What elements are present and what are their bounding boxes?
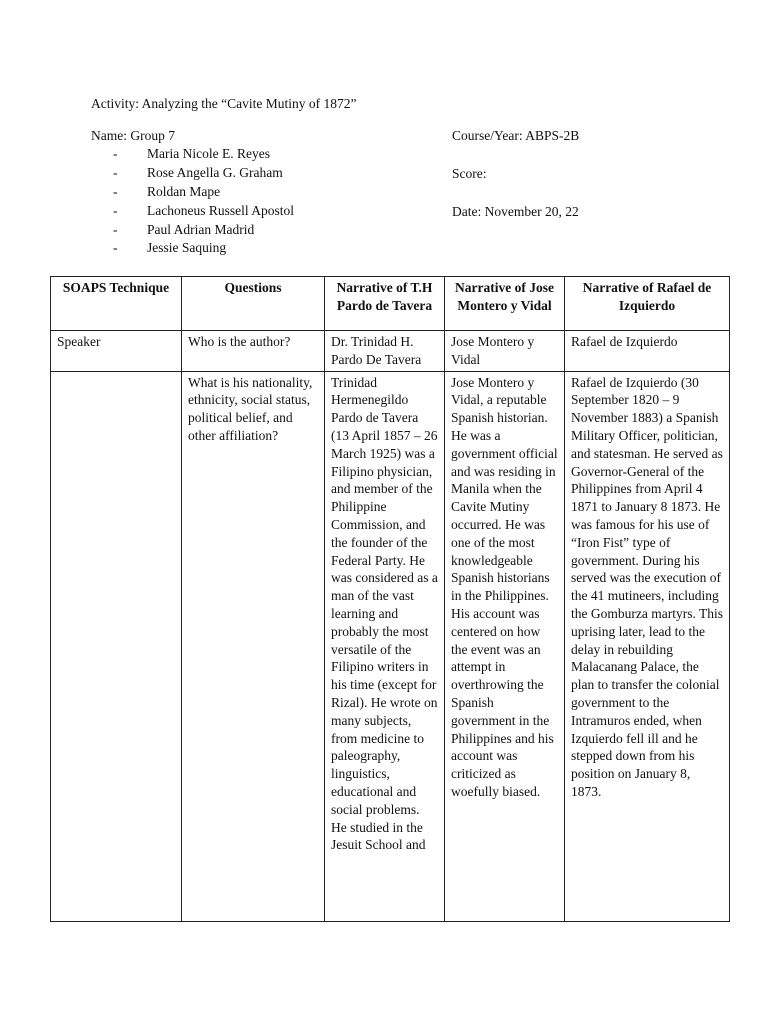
list-item	[113, 221, 294, 240]
list-dash: -	[113, 240, 118, 256]
column-header-questions: Questions	[182, 277, 325, 331]
tavera-text: Trinidad Hermenegildo Pardo de Tavera (13 April 1857 – 26 March 1925) was a Filipino physician, and member of the Philippine Commission, and the founder of the Federal Party. He was considered as a man of the vast learning and probably the most versatile of the Filipino writers in his time (except for Rizal). He wrote on many subjects, from medicine to paleography, linguistics, educational and social problems. He studied in the Jesuit School and	[331, 374, 438, 853]
list-dash: -	[113, 221, 118, 237]
question-cell	[182, 371, 325, 921]
member-name: Jessie Saquing	[147, 240, 227, 256]
list-item	[113, 202, 294, 221]
list-item	[113, 239, 294, 258]
member-name: Roldan Mape	[147, 183, 221, 199]
list-dash: -	[113, 164, 118, 180]
tavera-cell	[325, 371, 445, 921]
table-header-row	[51, 277, 730, 331]
montero-cell	[445, 371, 565, 921]
date-label: Date: November 20, 22	[452, 204, 579, 219]
member-list	[113, 145, 294, 258]
list-dash: -	[113, 202, 118, 218]
izquierdo-text: Rafael de Izquierdo (30 September 1820 – 9 November 1883) a Spanish Military Officer, politician, and statesman. He served as Governor-General of the Philippines from April 4 1871 to January 8 1873. He was famous for his use of “Iron Fist” type of government. During his served was the execution of the 41 mutineers, including the Gomburza martyrs. This uprising later, lead to the delay in rebuilding Malacanang Palace, the plan to transfer the colonial government to the Intramuros ended, when Izquierdo fell ill and he stepped down from his position on January 8, 1873.	[571, 374, 723, 799]
column-header-montero: Narrative of Jose Montero y Vidal	[445, 277, 565, 331]
list-dash: -	[113, 183, 118, 199]
activity-title: Activity: Analyzing the “Cavite Mutiny of 1872”	[91, 96, 357, 111]
list-dash: -	[113, 146, 118, 161]
group-name-label: Name: Group 7	[91, 128, 175, 143]
technique-cell	[51, 371, 182, 921]
list-item	[113, 145, 294, 164]
member-name: Lachoneus Russell Apostol	[147, 202, 294, 218]
montero-text: Jose Montero y Vidal, a reputable Spanish historian. He was a government official and was residing in Manila when the Cavite Mutiny occurred. He was one of the most knowledgeable Spanish historians in the Philippines. His account was centered on how the event was an attempt in overthrowing the Spanish government in the Philippines and his account was criticized as woefully biased.	[451, 374, 558, 799]
table-row	[51, 331, 730, 372]
list-item	[113, 183, 294, 202]
column-header-technique: SOAPS Technique	[51, 277, 182, 331]
question-text: What is his nationality, ethnicity, social status, political belief, and other affiliation?	[188, 374, 313, 443]
member-name: Maria Nicole E. Reyes	[147, 146, 270, 161]
list-item	[113, 164, 294, 183]
tavera-cell: Dr. Trinidad H. Pardo De Tavera	[325, 331, 445, 372]
izquierdo-cell: Rafael de Izquierdo	[565, 331, 730, 372]
course-year: Course/Year: ABPS-2B	[452, 128, 580, 143]
technique-cell: Speaker	[51, 331, 182, 372]
soaps-table	[50, 276, 730, 922]
question-cell: Who is the author?	[182, 331, 325, 372]
score-label: Score:	[452, 166, 487, 181]
column-header-tavera: Narrative of T.H Pardo de Tavera	[325, 277, 445, 331]
member-name: Rose Angella G. Graham	[147, 164, 283, 180]
column-header-izquierdo: Narrative of Rafael de Izquierdo	[565, 277, 730, 331]
montero-cell: Jose Montero y Vidal	[445, 331, 565, 372]
member-name: Paul Adrian Madrid	[147, 221, 255, 237]
izquierdo-cell	[565, 371, 730, 921]
table-row	[51, 371, 730, 921]
